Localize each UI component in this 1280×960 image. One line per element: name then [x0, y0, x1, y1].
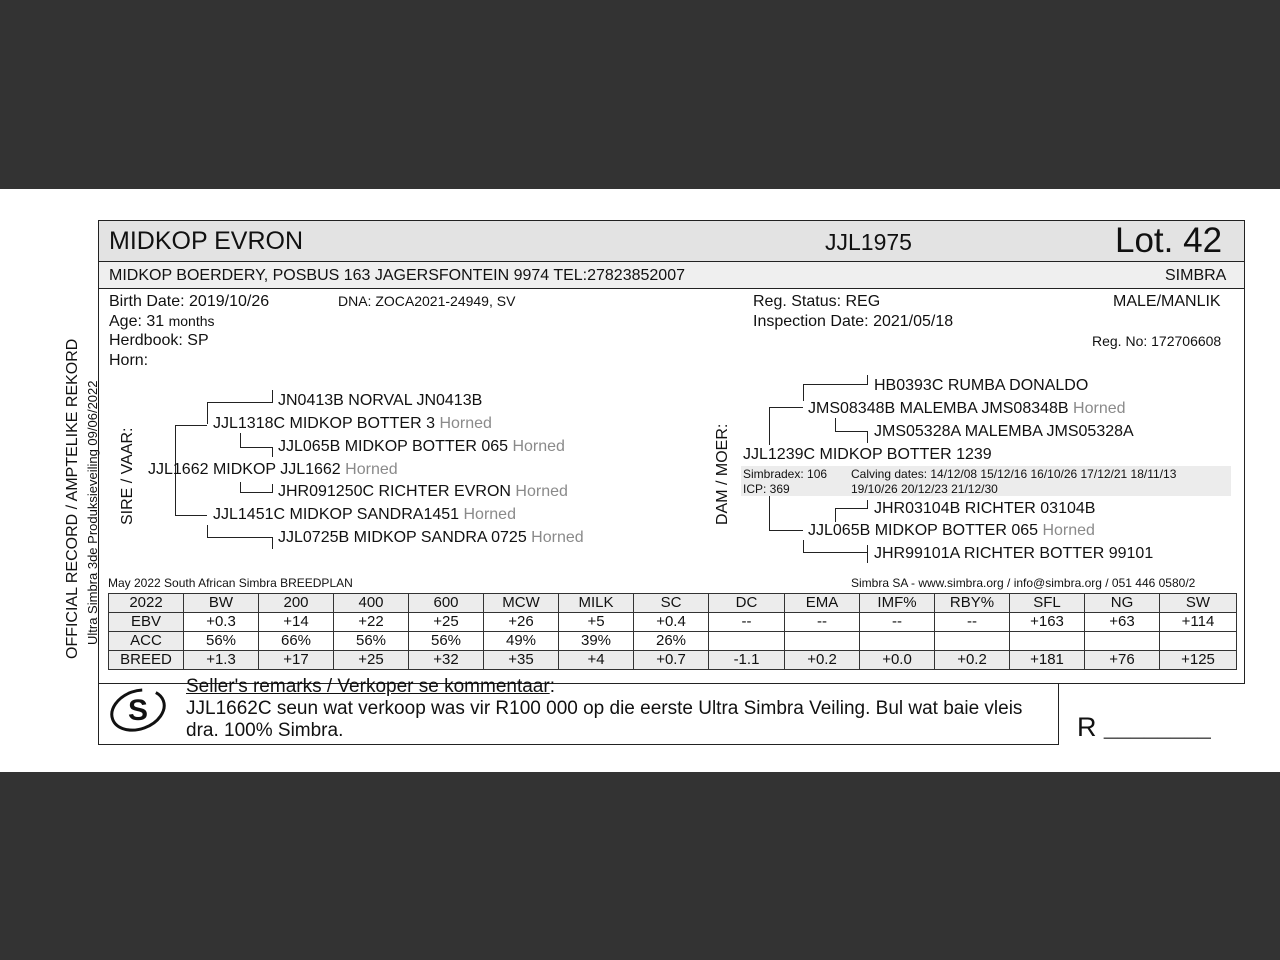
- table-cell: +22: [334, 613, 409, 632]
- table-cell: +26: [484, 613, 559, 632]
- table-cell: +25: [409, 613, 484, 632]
- table-cell: BREED: [109, 651, 184, 670]
- table-cell: +17: [259, 651, 334, 670]
- table-cell: [935, 632, 1010, 651]
- table-header: 200: [259, 594, 334, 613]
- table-cell: 49%: [484, 632, 559, 651]
- table-cell: +5: [559, 613, 634, 632]
- table-row: [109, 651, 1237, 670]
- table-cell: --: [935, 613, 1010, 632]
- table-cell: --: [785, 613, 860, 632]
- table-cell: +125: [1160, 651, 1237, 670]
- table-cell: [860, 632, 935, 651]
- table-cell: 56%: [184, 632, 259, 651]
- dam: JJL1239C MIDKOP BOTTER 1239: [743, 446, 992, 463]
- table-cell: +0.2: [935, 651, 1010, 670]
- dna: DNA: ZOCA2021-24949, SV: [338, 293, 516, 309]
- table-cell: EBV: [109, 613, 184, 632]
- dam-sire: JMS08348B MALEMBA JMS08348B Horned: [808, 400, 1126, 417]
- sire: JJL1662 MIDKOP JJL1662 Horned: [148, 461, 398, 478]
- simbra-contact: Simbra SA - www.simbra.org / info@simbra.org / 051 446 0580/2: [851, 576, 1196, 590]
- table-header: SFL: [1010, 594, 1085, 613]
- simbra-logo-icon: [108, 684, 168, 734]
- remarks-text-2: dra. 100% Simbra.: [186, 720, 344, 741]
- breedplan-table: [108, 593, 1237, 670]
- sire-dam-sire: JHR091250C RICHTER EVRON Horned: [278, 483, 568, 500]
- age-value: Age: 31: [109, 313, 165, 330]
- table-header: SW: [1160, 594, 1237, 613]
- remarks-text-1: JJL1662C seun wat verkoop was vir R100 000 op die eerste Ultra Simbra Veiling. Bul wat baie vleis: [186, 698, 1023, 719]
- table-cell: +0.7: [634, 651, 709, 670]
- animal-id: JJL1975: [825, 229, 912, 255]
- table-cell: ACC: [109, 632, 184, 651]
- table-cell: +181: [1010, 651, 1085, 670]
- dam-dam-dam: JHR99101A RICHTER BOTTER 99101: [874, 545, 1154, 562]
- table-header: 2022: [109, 594, 184, 613]
- dam-sire-sire: HB0393C RUMBA DONALDO: [874, 377, 1089, 394]
- horn: Horn:: [109, 352, 149, 369]
- lot-number: Lot. 42: [1115, 221, 1223, 260]
- table-header: MCW: [484, 594, 559, 613]
- owner-address: MIDKOP BOERDERY, POSBUS 163 JAGERSFONTEIN 9974 TEL:27823852007: [109, 267, 685, 284]
- table-cell: +32: [409, 651, 484, 670]
- dam-sire-dam: JMS05328A MALEMBA JMS05328A: [874, 423, 1134, 440]
- table-cell: [785, 632, 860, 651]
- table-cell: +4: [559, 651, 634, 670]
- price-field[interactable]: ________: [1104, 713, 1211, 740]
- sale-label: Ultra Simbra 3de Produksieveiling 09/06/2022: [85, 380, 100, 645]
- table-cell: +0.0: [860, 651, 935, 670]
- table-cell: +63: [1085, 613, 1160, 632]
- sire-sire-sire: JN0413B NORVAL JN0413B: [278, 392, 483, 409]
- table-cell: [709, 632, 785, 651]
- breed-name: SIMBRA: [1165, 267, 1227, 284]
- table-cell: 66%: [259, 632, 334, 651]
- table-header: NG: [1085, 594, 1160, 613]
- remarks-divider: [1058, 683, 1245, 684]
- table-cell: +76: [1085, 651, 1160, 670]
- table-cell: 56%: [334, 632, 409, 651]
- remarks-heading: Seller's remarks / Verkoper se kommentaar: [186, 676, 550, 697]
- table-cell: +25: [334, 651, 409, 670]
- reg-no: Reg. No: 172706608: [1092, 333, 1222, 349]
- dam-label: DAM / MOER:: [714, 423, 731, 525]
- dam-dam: JJL065B MIDKOP BOTTER 065 Horned: [808, 522, 1095, 539]
- calving-dates-1: Calving dates: 14/12/08 15/12/16 16/10/26 17/12/21 18/11/13: [851, 467, 1177, 481]
- table-cell: +14: [259, 613, 334, 632]
- table-row: [109, 632, 1237, 651]
- age: [109, 313, 215, 331]
- table-cell: +0.2: [785, 651, 860, 670]
- sire-dam: JJL1451C MIDKOP SANDRA1451 Horned: [213, 506, 516, 523]
- table-header: DC: [709, 594, 785, 613]
- logo-letter: S: [127, 694, 149, 727]
- table-cell: 56%: [409, 632, 484, 651]
- table-header-row: [109, 594, 1237, 613]
- table-cell: --: [709, 613, 785, 632]
- table-cell: [1010, 632, 1085, 651]
- sire-sire: JJL1318C MIDKOP BOTTER 3 Horned: [213, 415, 492, 432]
- sex: MALE/MANLIK: [1113, 293, 1221, 310]
- table-cell: +1.3: [184, 651, 259, 670]
- inspection-date: Inspection Date: 2021/05/18: [753, 313, 954, 330]
- table-header: 400: [334, 594, 409, 613]
- table-header: RBY%: [935, 594, 1010, 613]
- table-cell: +0.3: [184, 613, 259, 632]
- table-cell: --: [860, 613, 935, 632]
- table-header: 600: [409, 594, 484, 613]
- calving-dates-2: 19/10/26 20/12/23 21/12/30: [851, 482, 998, 496]
- herdbook: Herdbook: SP: [109, 332, 209, 349]
- animal-name: MIDKOP EVRON: [109, 227, 304, 255]
- table-cell: [1160, 632, 1237, 651]
- table-header: SC: [634, 594, 709, 613]
- table-cell: 39%: [559, 632, 634, 651]
- simbradex: Simbradex: 106: [743, 467, 828, 481]
- table-cell: +114: [1160, 613, 1237, 632]
- official-record-label: OFFICIAL RECORD / AMPTELIKE REKORD: [64, 338, 81, 659]
- table-cell: +0.4: [634, 613, 709, 632]
- dam-connector: [769, 407, 770, 445]
- table-cell: -1.1: [709, 651, 785, 670]
- icp: ICP: 369: [743, 482, 790, 496]
- table-header: MILK: [559, 594, 634, 613]
- sire-label: SIRE / VAAR:: [119, 427, 136, 525]
- dam-dam-sire: JHR03104B RICHTER 03104B: [874, 500, 1096, 517]
- table-header: BW: [184, 594, 259, 613]
- table-cell: [1085, 632, 1160, 651]
- table-row: [109, 613, 1237, 632]
- birth-date: Birth Date: 2019/10/26: [109, 293, 270, 310]
- table-header: EMA: [785, 594, 860, 613]
- remarks-heading-line: Seller's remarks / Verkoper se kommentaar:: [186, 676, 555, 697]
- table-cell: +35: [484, 651, 559, 670]
- table-cell: 26%: [634, 632, 709, 651]
- breedplan-caption: May 2022 South African Simbra BREEDPLAN: [108, 576, 353, 590]
- price-label: R: [1077, 712, 1097, 742]
- sire-dam-dam: JJL0725B MIDKOP SANDRA 0725 Horned: [278, 529, 584, 546]
- sire-sire-dam: JJL065B MIDKOP BOTTER 065 Horned: [278, 438, 565, 455]
- age-unit: months: [168, 313, 215, 329]
- table-cell: +163: [1010, 613, 1085, 632]
- table-header: IMF%: [860, 594, 935, 613]
- reg-status: Reg. Status: REG: [753, 293, 881, 310]
